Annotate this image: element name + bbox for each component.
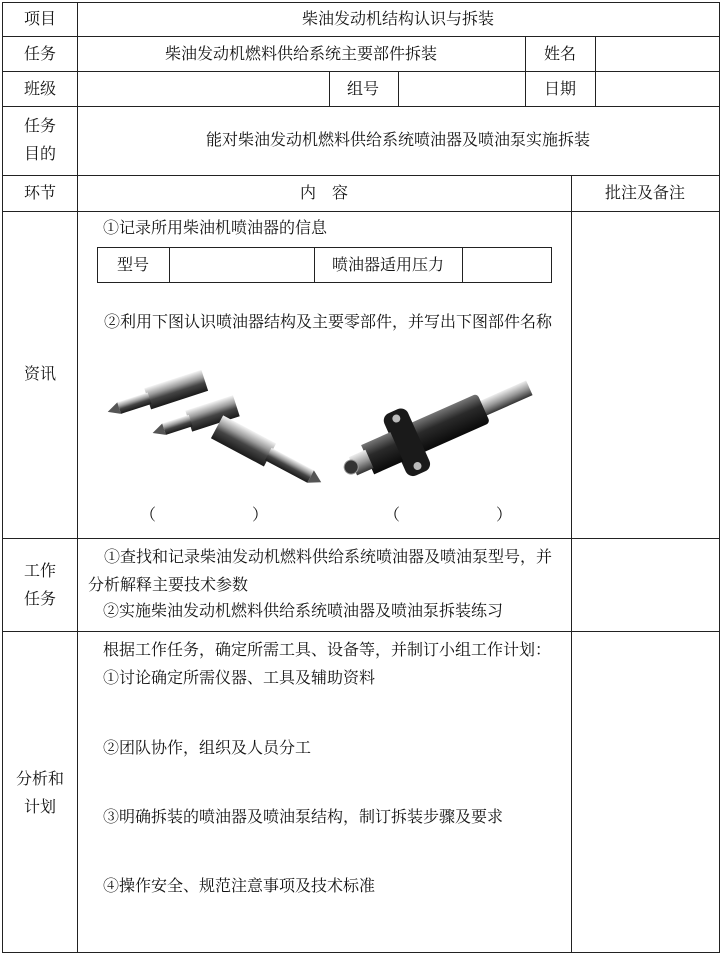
- purpose-label-line2: 目的: [23, 144, 57, 163]
- date-field[interactable]: [596, 72, 719, 106]
- notes-cell-work[interactable]: [572, 539, 719, 631]
- name-field[interactable]: [596, 37, 719, 71]
- group-field[interactable]: [399, 72, 525, 106]
- purpose-label-line1: 任务: [23, 116, 57, 135]
- pressure-field[interactable]: [463, 248, 551, 282]
- notes-cell-info[interactable]: [572, 212, 719, 538]
- plan-item1: ①讨论确定所需仪器、工具及辅助资料: [103, 668, 376, 687]
- plan-item2: ②团队协作，组织及人员分工: [103, 738, 312, 757]
- group-label: 组号: [346, 79, 380, 98]
- info-step2: ②利用下图认识喷油器结构及主要零部件，并写出下图部件名称: [104, 312, 553, 331]
- work-label-line1: 工作: [23, 561, 57, 580]
- nozzle-image: [100, 370, 330, 510]
- plan-item4: ④操作安全、规范注意事项及技术标准: [103, 876, 376, 895]
- task-label: 任务: [23, 44, 57, 63]
- info-step1: ①记录所用柴油机喷油器的信息: [103, 218, 328, 237]
- plan-label-line2: 计划: [23, 797, 57, 816]
- model-field[interactable]: [170, 248, 314, 282]
- work-item1: ①查找和记录柴油发动机燃料供给系统喷油器及喷油泵型号，并分析解释主要技术参数: [88, 547, 553, 594]
- project-label: 项目: [23, 9, 57, 28]
- caption-right-open: （: [384, 505, 401, 524]
- model-label: 型号: [116, 255, 150, 274]
- injector-image: [335, 368, 545, 498]
- class-label: 班级: [23, 79, 57, 98]
- date-label: 日期: [543, 79, 577, 98]
- work-item2: ②实施柴油发动机燃料供给系统喷油器及喷油泵拆装练习: [103, 601, 504, 620]
- purpose-value: 能对柴油发动机燃料供给系统喷油器及喷油泵实施拆装: [205, 130, 591, 149]
- column-content: 内 容: [299, 183, 349, 202]
- caption-left-open: （: [140, 505, 157, 524]
- work-label-line2: 任务: [23, 589, 57, 608]
- column-stage: 环节: [23, 183, 57, 202]
- pressure-label: 喷油器适用压力: [331, 255, 445, 274]
- caption-right-field[interactable]: [400, 504, 496, 524]
- plan-intro: 根据工作任务，确定所需工具、设备等，并制订小组工作计划：: [103, 640, 552, 659]
- column-notes: 批注及备注: [604, 183, 686, 202]
- info-label: 资讯: [23, 364, 57, 383]
- notes-cell-plan[interactable]: [572, 632, 719, 952]
- plan-item3: ③明确拆装的喷油器及喷油泵结构，制订拆装步骤及要求: [103, 807, 504, 826]
- class-field[interactable]: [78, 72, 329, 106]
- project-value: 柴油发动机结构认识与拆装: [301, 9, 495, 28]
- caption-left-field[interactable]: [156, 504, 252, 524]
- name-label: 姓名: [543, 44, 577, 63]
- plan-label-line1: 分析和: [15, 769, 65, 788]
- task-value: 柴油发动机燃料供给系统主要部件拆装: [164, 44, 438, 63]
- caption-right-close: ）: [496, 505, 513, 524]
- caption-left-close: ）: [252, 505, 269, 524]
